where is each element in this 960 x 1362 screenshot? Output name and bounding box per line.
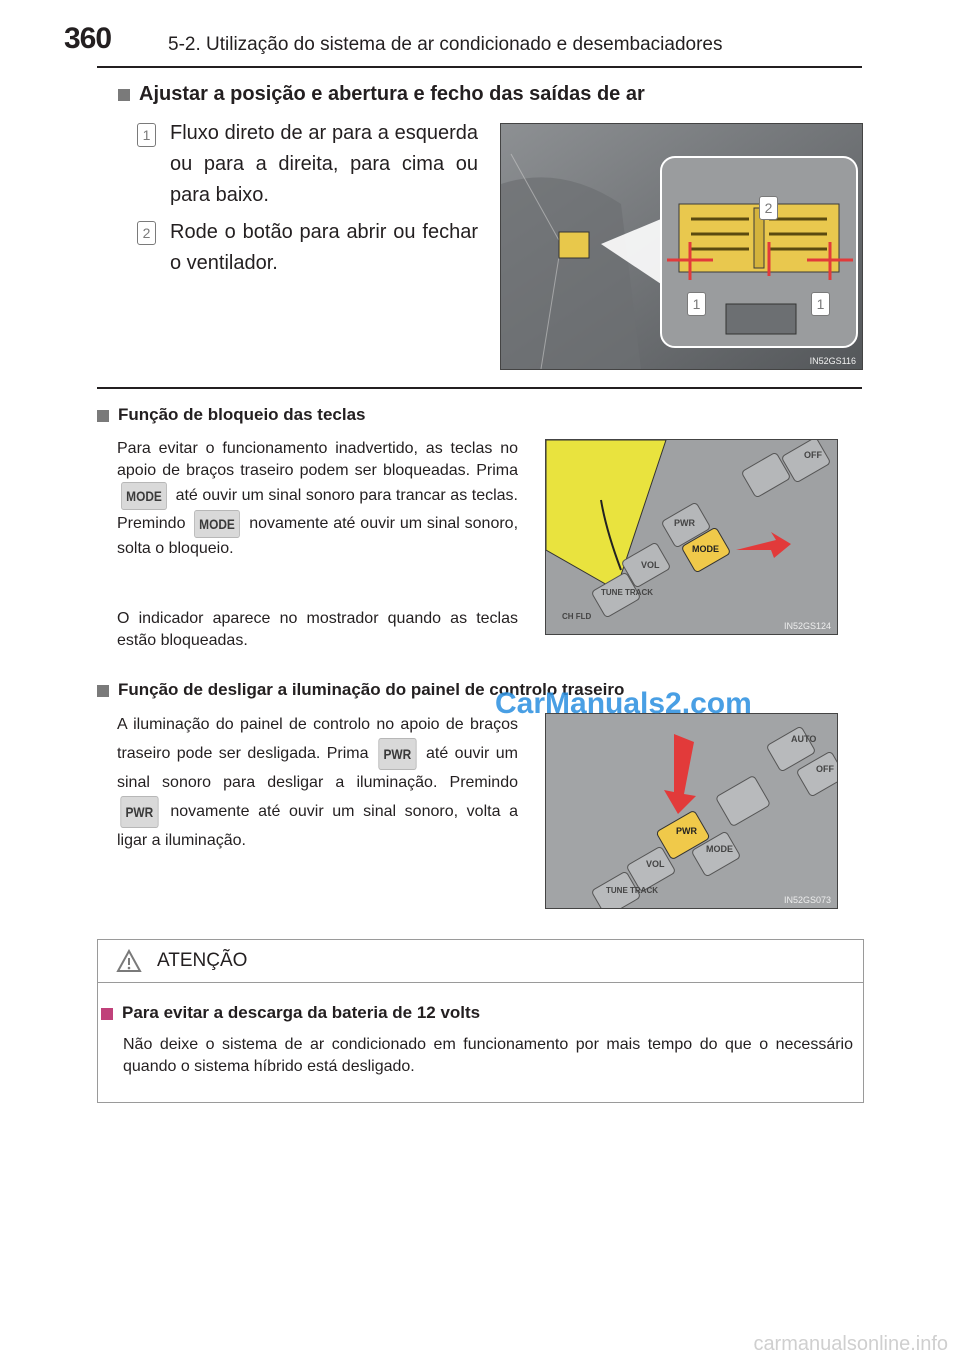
- page-number: 360: [64, 22, 112, 55]
- callout-1-left: 1: [687, 292, 706, 316]
- section-lock-title: Função de bloqueio das teclas: [97, 405, 366, 425]
- lock-note: O indicador aparece no mostrador quando as teclas estão bloqueadas.: [117, 610, 518, 649]
- chapter-title: 5-2. Utilização do sistema de ar condicionado e desembaciadores: [168, 34, 723, 55]
- light-text-1: A iluminação do painel de controlo no apoio de braços traseiro pode ser desligada. Prima: [117, 716, 518, 763]
- watermark-overlay: CarManuals2.com: [495, 687, 752, 720]
- lock-paragraph: [117, 438, 518, 560]
- lock-text-2: até ouvir um sinal sonoro para trancar as teclas. Premindo: [117, 487, 518, 533]
- warning-box: [97, 939, 864, 1103]
- step-badge-2: 2: [137, 221, 156, 245]
- mode-button-icon: MODE: [121, 482, 167, 510]
- square-bullet-icon: [97, 685, 109, 697]
- fig-label-mode: MODE: [692, 544, 719, 554]
- section-divider: [97, 387, 862, 389]
- vent-illustration: [500, 123, 863, 370]
- fig-label-vol: VOL: [646, 859, 665, 869]
- warning-subtitle: Para evitar a descarga da bateria de 12 volts: [101, 1003, 480, 1023]
- header-divider: [97, 66, 862, 68]
- figure-code: IN52GS073: [783, 895, 831, 905]
- fig-label-vol: VOL: [641, 560, 660, 570]
- fig-label-mode: MODE: [706, 844, 733, 854]
- fig-label-tune-track: TUNE TRACK: [601, 588, 653, 597]
- lock-text-3: novamente até ouvir um sinal sonoro, solta o bloqueio.: [117, 515, 519, 557]
- callout-2: 2: [759, 196, 778, 220]
- step-text-2: Rode o botão para abrir ou fechar o ventilador.: [170, 221, 478, 274]
- mode-button-icon: MODE: [194, 510, 240, 538]
- fig-label-pwr: PWR: [674, 518, 695, 528]
- fig-label-ch-fld: CH FLD: [562, 612, 592, 621]
- fig-label-off: OFF: [816, 764, 834, 774]
- fig-label-pwr: PWR: [676, 826, 697, 836]
- light-text-2: até ouvir um sinal sonoro para desligar a iluminação. Premindo: [117, 745, 518, 791]
- fig-label-auto: AUTO: [791, 734, 817, 744]
- warning-heading: ATENÇÃO: [157, 950, 248, 971]
- callout-1-right: 1: [811, 292, 830, 316]
- square-bullet-icon: [97, 410, 109, 422]
- step-badge-1: 1: [137, 123, 156, 147]
- footer-watermark: carmanualsonline.info: [753, 1333, 948, 1355]
- light-paragraph: [117, 712, 518, 854]
- light-text-3: novamente até ouvir um sinal sonoro, volta a ligar a iluminação.: [117, 803, 518, 849]
- figure-code: IN52GS116: [809, 356, 856, 366]
- warning-header: [98, 940, 863, 983]
- square-bullet-icon: [101, 1008, 113, 1020]
- fig-label-off: OFF: [804, 450, 822, 460]
- pwr-button-icon: PWR: [378, 738, 416, 770]
- warning-triangle-icon: [116, 949, 142, 973]
- warning-text: Não deixe o sistema de ar condicionado em funcionamento por mais tempo do que o necessário quando o sistema híbrido está desligado.: [123, 1036, 853, 1075]
- mode-illustration: [545, 439, 838, 635]
- mode-diagram: [546, 440, 837, 634]
- section-vents-title: Ajustar a posição e abertura e fecho das saídas de ar: [118, 83, 645, 106]
- pwr-button-icon: PWR: [120, 796, 158, 828]
- vent-diagram: [501, 124, 862, 369]
- section-light-title: Função de desligar a iluminação do painel de controlo traseiro: [97, 680, 624, 700]
- pwr-illustration: [545, 713, 838, 909]
- fig-label-tune-track: TUNE TRACK: [606, 886, 658, 895]
- figure-code: IN52GS124: [783, 621, 831, 631]
- lock-text-1: Para evitar o funcionamento inadvertido, as teclas no apoio de braços traseiro podem ser bloqueadas. Prima: [117, 440, 518, 479]
- step-text-1: Fluxo direto de ar para a esquerda ou para a direita, para cima ou para baixo.: [170, 122, 478, 206]
- square-bullet-icon: [118, 89, 130, 101]
